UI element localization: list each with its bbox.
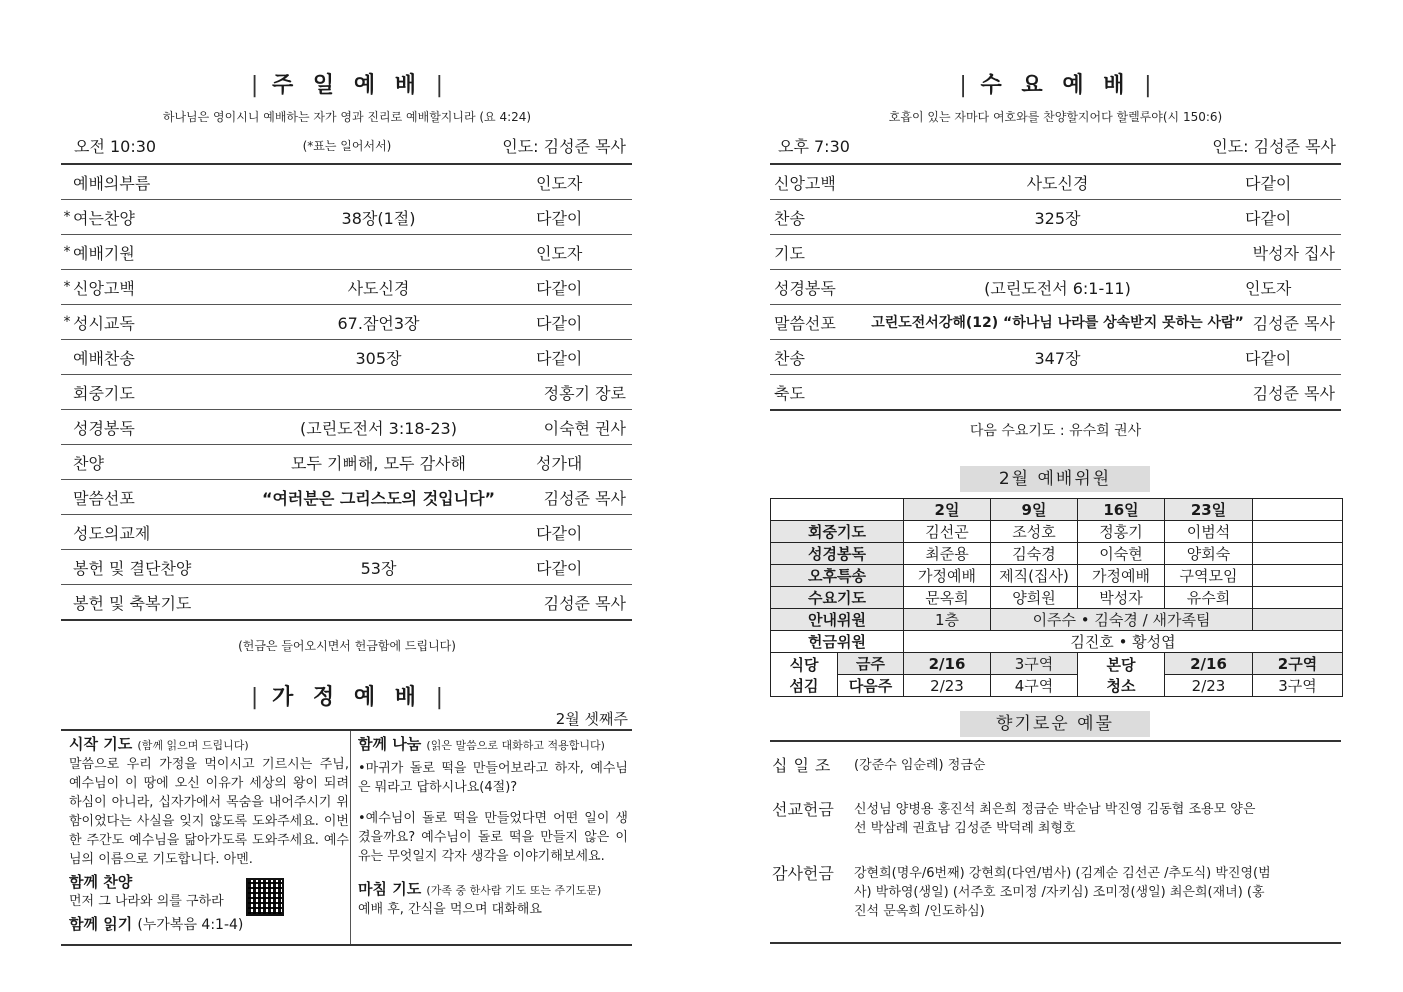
duty-cell: 구역모임 <box>1165 565 1253 587</box>
standing-mark <box>61 164 73 200</box>
duty-cell: 문옥희 <box>904 587 991 609</box>
sunday-order-table <box>61 163 632 621</box>
duty-cell-empty <box>1253 543 1343 565</box>
order-item-name: 예배기원 <box>73 235 221 270</box>
duty-cell-empty <box>1253 521 1343 543</box>
family-week: 2월 셋째주 <box>555 710 628 728</box>
wednesday-order-row <box>770 164 1341 200</box>
wednesday-order-row <box>770 270 1341 305</box>
duty-cell: 제직(집사) <box>991 565 1078 587</box>
standing-mark <box>61 585 73 621</box>
praise-text: 먼저 그 나라와 의를 구하라 <box>69 894 224 909</box>
duty-role: 성경봉독 <box>771 543 904 565</box>
wednesday-time: 오후 7:30 <box>778 137 850 156</box>
order-item-content: 347장 <box>870 340 1245 375</box>
order-item-content <box>221 515 536 550</box>
duty-role: 수요기도 <box>771 587 904 609</box>
standing-mark <box>61 480 73 515</box>
duty-cell-empty <box>1253 587 1343 609</box>
duty-date-3: 16일 <box>1078 499 1165 521</box>
order-item-leader: 김성준 목사 <box>536 585 626 621</box>
duty-cell: 가정예배 <box>904 565 991 587</box>
sharing-heading: 함께 나눔 (읽은 말씀으로 대화하고 적용합니다) <box>358 735 605 753</box>
sharing-question-2: •예수님이 돌로 떡을 만들었다면 어떤 일이 생겼을까요? 예수님이 돌로 떡을 만들지 않은 이유는 무엇일지 각자 생각을 이야기해보세요. <box>358 811 628 864</box>
order-item-name: 성도의교제 <box>73 515 221 550</box>
duty-cell: 양회숙 <box>1165 543 1253 565</box>
reading-heading: 함께 읽기 (누가복음 4:1-4) <box>69 915 244 933</box>
thanks-row <box>770 864 1341 921</box>
sunday-order-row <box>61 375 632 410</box>
qr-code-icon[interactable] <box>246 878 284 916</box>
standing-mark <box>61 445 73 480</box>
duty-role: 오후특송 <box>771 565 904 587</box>
wednesday-order-row <box>770 200 1341 235</box>
order-item-leader: 인도자 <box>1245 270 1335 305</box>
order-item-content <box>870 235 1245 270</box>
duty-role: 회중기도 <box>771 521 904 543</box>
sunday-title: | 주 일 예 배 | <box>250 73 444 98</box>
closing-prayer-heading: 마침 기도 (가족 중 한사람 기도 또는 주기도문) <box>358 880 602 898</box>
tithe-row <box>770 756 1341 775</box>
next-wednesday-prayer: 다음 수요기도 : 유수희 권사 <box>969 423 1142 439</box>
order-item-name: 성경봉독 <box>73 410 221 445</box>
meal-next-week-label: 다음주 <box>838 675 904 697</box>
family-title: | 가 정 예 배 | <box>250 685 444 710</box>
sunday-order-row <box>61 305 632 340</box>
order-item-name: 성경봉독 <box>774 270 870 305</box>
standing-mark: * <box>61 305 73 340</box>
duty-date-4: 23일 <box>1165 499 1253 521</box>
order-item-content: 고린도전서강해(12) “하나님 나라를 상속받지 못하는 사람” <box>870 305 1245 340</box>
praise-heading: 함께 찬양 <box>69 873 133 891</box>
order-item-leader: 다같이 <box>536 515 626 550</box>
clean-this-group: 2구역 <box>1253 653 1343 675</box>
duty-cell: 가정예배 <box>1078 565 1165 587</box>
duty-cell: 박성자 <box>1078 587 1165 609</box>
order-item-content: 53장 <box>221 550 536 585</box>
order-item-name: 신앙고백 <box>73 270 221 305</box>
standing-mark: * <box>61 200 73 235</box>
standing-mark <box>61 340 73 375</box>
standing-mark: * <box>61 235 73 270</box>
order-item-content: (고린도전서 3:18-23) <box>221 410 536 445</box>
duty-row <box>771 565 1343 587</box>
duty-row <box>771 521 1343 543</box>
order-item-leader: 다같이 <box>1245 340 1335 375</box>
meal-label: 식당 섬김 <box>771 653 838 697</box>
standing-mark: * <box>61 270 73 305</box>
guide-empty <box>1253 609 1343 631</box>
duty-cell: 양희원 <box>991 587 1078 609</box>
order-item-leader: 다같이 <box>536 200 626 235</box>
order-item-content: 사도신경 <box>221 270 536 305</box>
duty-cell: 이숙현 <box>1078 543 1165 565</box>
clean-next-group: 3구역 <box>1253 675 1343 697</box>
guide-label: 안내위원 <box>771 609 904 631</box>
order-item-content: 67.잠언3장 <box>221 305 536 340</box>
order-item-content: (고린도전서 6:1-11) <box>870 270 1245 305</box>
order-item-content: 325장 <box>870 200 1245 235</box>
offerings-box <box>770 740 1341 944</box>
order-item-content: 38장(1절) <box>221 200 536 235</box>
guide-floor1: 1층 <box>904 609 991 631</box>
order-item-content <box>221 585 536 621</box>
order-item-leader: 인도자 <box>536 164 626 200</box>
standing-mark <box>61 375 73 410</box>
order-item-leader: 성가대 <box>536 445 626 480</box>
clean-label: 본당 청소 <box>1078 653 1165 697</box>
order-item-name: 축도 <box>774 375 870 411</box>
standing-mark <box>61 515 73 550</box>
sunday-standing-note: (*표는 일어서서) <box>302 139 392 153</box>
order-item-name: 봉헌 및 결단찬양 <box>73 550 221 585</box>
family-right-column <box>358 735 628 919</box>
mission-text: 신성님 양병용 홍진석 최은희 정금순 박순남 박진영 김동협 조용모 양은선 박삼례 권효남 김성준 박덕례 최형호 <box>854 802 1256 836</box>
order-item-content: 모두 기뻐해, 모두 감사해 <box>221 445 536 480</box>
meal-this-group: 3구역 <box>991 653 1078 675</box>
closing-prayer-text: 예배 후, 간식을 먹으며 대화해요 <box>358 902 542 917</box>
order-item-leader: 김성준 목사 <box>1245 375 1335 411</box>
clean-next-date: 2/23 <box>1165 675 1253 697</box>
standing-mark <box>61 410 73 445</box>
sunday-order-row <box>61 164 632 200</box>
duty-cell: 조성호 <box>991 521 1078 543</box>
sunday-order-row <box>61 200 632 235</box>
sunday-footnote: (헌금은 들어오시면서 헌금함에 드립니다) <box>238 639 456 653</box>
order-item-name: 찬송 <box>774 200 870 235</box>
thanks-text: 강현희(명우/6번째) 강현희(다연/범사) (김계순 김선곤 /추도식) 박진영(범사) 박하영(생일) (서주호 조미정 /자키심) 조미정(생일) 최은희(재녀) (홍진석 문옥희 /인도하심) <box>854 866 1271 919</box>
order-item-name: 봉헌 및 축복기도 <box>73 585 221 621</box>
order-item-name: 신앙고백 <box>774 164 870 200</box>
meal-this-week-label: 금주 <box>838 653 904 675</box>
duty-cell: 이범석 <box>1165 521 1253 543</box>
wednesday-leader: 인도: 김성준 목사 <box>1212 137 1336 156</box>
order-item-content <box>221 375 536 410</box>
order-item-leader: 김성준 목사 <box>536 480 626 515</box>
duty-corner <box>771 499 904 521</box>
order-item-name: 예배찬송 <box>73 340 221 375</box>
mission-row <box>770 800 1341 838</box>
start-prayer-heading: 시작 기도 (함께 읽으며 드립니다) <box>69 735 249 753</box>
guide-rest: 이주수 • 김숙경 / 새가족팀 <box>991 609 1253 631</box>
duty-table <box>770 498 1343 697</box>
duty-cell: 최준용 <box>904 543 991 565</box>
order-item-leader: 다같이 <box>536 270 626 305</box>
order-item-name: 예배의부름 <box>73 164 221 200</box>
order-item-name: 찬양 <box>73 445 221 480</box>
family-divider <box>350 731 351 944</box>
sunday-order-row <box>61 340 632 375</box>
order-item-content: 305장 <box>221 340 536 375</box>
duty-date-2: 9일 <box>991 499 1078 521</box>
order-item-leader: 김성준 목사 <box>1245 305 1335 340</box>
duty-date-empty <box>1253 499 1343 521</box>
order-item-leader: 인도자 <box>536 235 626 270</box>
clean-this-date: 2/16 <box>1165 653 1253 675</box>
start-prayer-text: 말씀으로 우리 가정을 먹이시고 기르시는 주님, 예수님이 이 땅에 오신 이유가 세상의 왕이 되려 하심이 아니라, 십자가에서 목숨을 내어주시기 위함이었다는 사실을 잊지 않도록 도와주세요. 이번 한 주간도 예수님을 닮아가도록 도와주세요. 예수님의 이름으로 기도합니다. 아멘. <box>69 757 349 867</box>
offering-committee-value: 김진호 • 황성엽 <box>904 631 1343 653</box>
family-left-column <box>69 735 349 935</box>
wednesday-order-row <box>770 235 1341 270</box>
order-item-name: 찬송 <box>774 340 870 375</box>
duty-cell: 김숙경 <box>991 543 1078 565</box>
duty-date-1: 2일 <box>904 499 991 521</box>
duty-cell: 김선곤 <box>904 521 991 543</box>
wednesday-order-row <box>770 305 1341 340</box>
thanks-label: 감사헌금 <box>772 864 834 883</box>
family-box <box>61 729 632 946</box>
order-item-leader: 이숙현 권사 <box>536 410 626 445</box>
offerings-title: 향기로운 예물 <box>960 711 1150 737</box>
sunday-order-row <box>61 270 632 305</box>
sunday-order-row <box>61 515 632 550</box>
order-item-name: 말씀선포 <box>774 305 870 340</box>
order-item-leader: 정홍기 장로 <box>536 375 626 410</box>
standing-mark <box>61 550 73 585</box>
order-item-name: 기도 <box>774 235 870 270</box>
sunday-order-row <box>61 585 632 621</box>
duty-cell: 정홍기 <box>1078 521 1165 543</box>
wednesday-order-row <box>770 375 1341 411</box>
mission-label: 선교헌금 <box>772 800 834 819</box>
duty-row <box>771 587 1343 609</box>
sunday-order-row <box>61 235 632 270</box>
sunday-verse: 하나님은 영이시니 예배하는 자가 영과 진리로 예배할지니라 (요 4:24) <box>162 110 532 124</box>
wednesday-order-row <box>770 340 1341 375</box>
order-item-name: 여는찬양 <box>73 200 221 235</box>
meal-next-group: 4구역 <box>991 675 1078 697</box>
duty-cell: 유수희 <box>1165 587 1253 609</box>
sunday-order-row <box>61 445 632 480</box>
order-item-content <box>870 375 1245 411</box>
offering-committee-label: 헌금위원 <box>771 631 904 653</box>
sunday-leader: 인도: 김성준 목사 <box>502 137 626 156</box>
order-item-leader: 다같이 <box>536 305 626 340</box>
duty-row <box>771 543 1343 565</box>
sunday-order-row <box>61 550 632 585</box>
meal-this-date: 2/16 <box>904 653 991 675</box>
order-item-leader: 다같이 <box>536 340 626 375</box>
duty-cell-empty <box>1253 565 1343 587</box>
order-item-leader: 다같이 <box>1245 200 1335 235</box>
sunday-order-row <box>61 410 632 445</box>
order-item-name: 회중기도 <box>73 375 221 410</box>
order-item-name: 말씀선포 <box>73 480 221 515</box>
order-item-content <box>221 164 536 200</box>
order-item-leader: 다같이 <box>1245 164 1335 200</box>
order-item-leader: 박성자 집사 <box>1245 235 1335 270</box>
sunday-order-row <box>61 480 632 515</box>
sunday-time: 오전 10:30 <box>74 137 157 156</box>
sharing-question-1: •마귀가 돌로 떡을 만들어보라고 하자, 예수님은 뭐라고 답하시나요(4절)? <box>358 761 628 795</box>
tithe-label: 십일조 <box>772 756 837 775</box>
tithe-text: (강준수 임순례) 정금순 <box>854 758 986 773</box>
duty-title: 2월 예배위원 <box>960 466 1150 492</box>
order-item-leader: 다같이 <box>536 550 626 585</box>
order-item-name: 성시교독 <box>73 305 221 340</box>
order-item-content <box>221 235 536 270</box>
wednesday-title: | 수 요 예 배 | <box>959 73 1152 98</box>
wednesday-verse: 호흡이 있는 자마다 여호와를 찬양할지어다 할렐루야(시 150:6) <box>888 110 1223 124</box>
wednesday-order-table <box>770 163 1341 411</box>
order-item-content: “여러분은 그리스도의 것입니다” <box>221 480 536 515</box>
meal-next-date: 2/23 <box>904 675 991 697</box>
order-item-content: 사도신경 <box>870 164 1245 200</box>
